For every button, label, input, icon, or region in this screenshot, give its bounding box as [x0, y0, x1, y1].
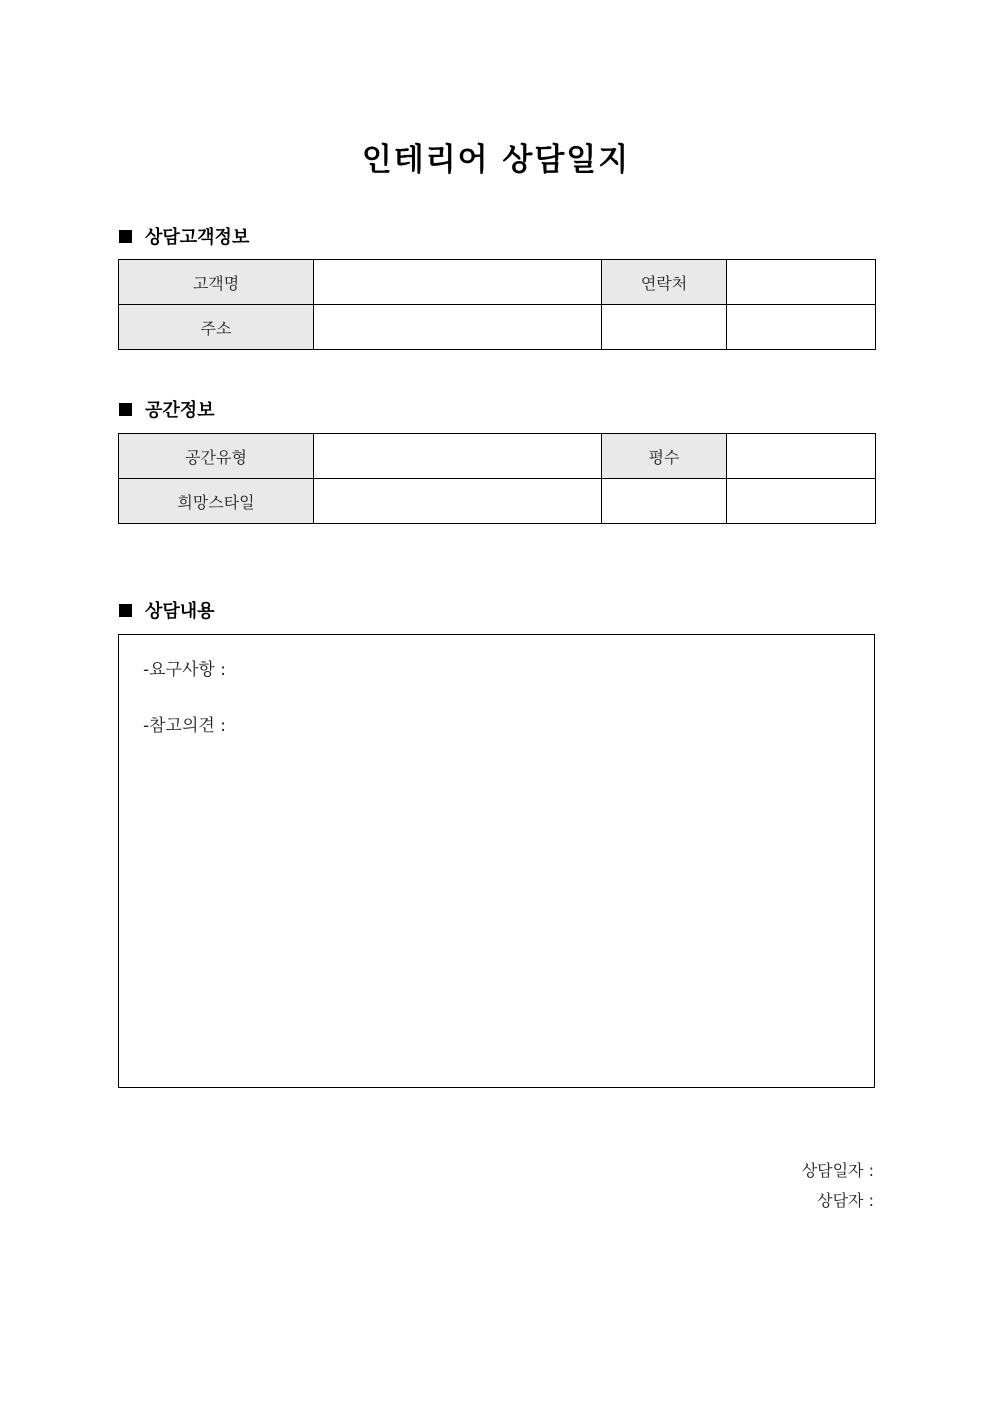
section-heading-label: 상담고객정보	[145, 227, 250, 248]
area-pyeong-field[interactable]	[727, 434, 876, 479]
contact-field[interactable]	[727, 260, 876, 305]
space-info-table	[118, 433, 876, 524]
table-row	[119, 260, 876, 305]
desired-style-label: 희망스타일	[119, 479, 314, 524]
section-heading-label: 상담내용	[145, 601, 215, 622]
desired-style-extra-cell[interactable]	[602, 479, 727, 524]
customer-name-label: 고객명	[119, 260, 314, 305]
customer-info-table	[118, 259, 876, 350]
square-bullet-icon	[119, 604, 132, 617]
reference-opinion-label: -참고의견 :	[143, 716, 226, 736]
square-bullet-icon	[119, 230, 132, 243]
space-type-label: 공간유형	[119, 434, 314, 479]
consultation-date-label: 상담일자 :	[801, 1161, 874, 1180]
section-heading-consultation	[119, 597, 215, 623]
table-row	[119, 479, 876, 524]
table-row	[119, 434, 876, 479]
desired-style-field[interactable]	[314, 479, 602, 524]
contact-label: 연락처	[602, 260, 727, 305]
address-label: 주소	[119, 305, 314, 350]
space-type-field[interactable]	[314, 434, 602, 479]
area-pyeong-label: 평수	[602, 434, 727, 479]
consultant-label: 상담자 :	[817, 1191, 874, 1210]
address-field[interactable]	[314, 305, 602, 350]
document-title: 인테리어 상담일지	[361, 142, 631, 178]
address-extra-field[interactable]	[727, 305, 876, 350]
section-heading-space-info	[119, 396, 215, 422]
section-heading-customer-info	[119, 223, 249, 249]
customer-name-field[interactable]	[314, 260, 602, 305]
address-extra-cell[interactable]	[602, 305, 727, 350]
desired-style-extra-field[interactable]	[727, 479, 876, 524]
consultation-content-box[interactable]	[118, 634, 875, 1088]
square-bullet-icon	[119, 403, 132, 416]
section-heading-label: 공간정보	[145, 400, 215, 421]
table-row	[119, 305, 876, 350]
requirements-label: -요구사항 :	[143, 660, 226, 680]
